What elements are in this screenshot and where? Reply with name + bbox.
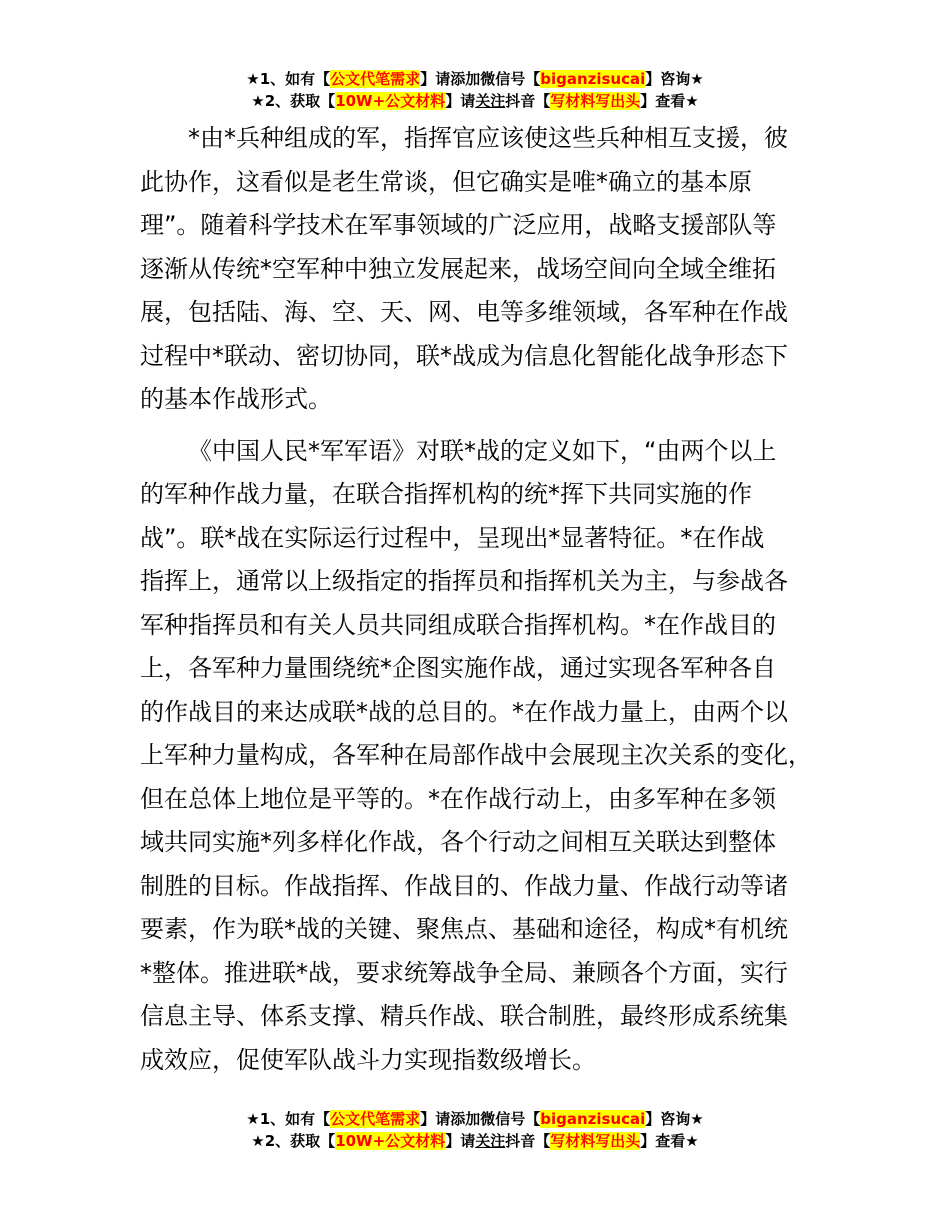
promo-line-1-prefix: ★1、如有【 — [246, 70, 331, 88]
paragraph-line: *由*兵种组成的军，指挥官应该使这些兵种相互支援，彼 — [188, 124, 788, 152]
paragraph-line: *整体。推进联*战，要求统筹战争全局、兼顾各个方面，实行 — [140, 958, 788, 987]
promo-line-2-suffix: 】查看★ — [640, 92, 699, 110]
promo-highlight-wechat-id: biganzisucai — [540, 1110, 646, 1128]
promo-highlight-douyin-account: 写材料写出头 — [550, 92, 641, 110]
paragraph-line: 军种指挥员和有关人员共同组成联合指挥机构。*在作战目的 — [140, 610, 776, 639]
promo-highlight-materials: 10W+公文材料 — [335, 92, 446, 110]
promo-header — [0, 68, 950, 112]
paragraph-line: 的军种作战力量，在联合指挥机构的统*挥下共同实施的作 — [140, 480, 752, 508]
paragraph-spacer — [140, 422, 835, 430]
promo-line-2-prefix: ★2、获取【 — [251, 1132, 336, 1150]
promo-highlight-ghostwriting: 公文代笔需求 — [330, 70, 421, 88]
paragraph-line: 的基本作战形式。 — [140, 385, 332, 413]
promo-line-2 — [0, 1130, 950, 1152]
paragraph-line: 逐渐从传统*空军种中独立发展起来，战场空间向全域全维拓 — [140, 254, 776, 283]
paragraph-line: 此协作，这看似是老生常谈，但它确实是唯*确立的基本原 — [140, 167, 752, 196]
promo-line-1 — [0, 68, 950, 90]
paragraph-line: 指挥上，通常以上级指定的指挥员和指挥机关为主，与参战各 — [140, 567, 788, 595]
paragraph-line: 成效应，促使军队战斗力实现指数级增长。 — [140, 1045, 596, 1074]
promo-line-2-mid2: 抖音【 — [505, 1132, 551, 1150]
paragraph-line: 要素，作为联*战的关键、聚焦点、基础和途径，构成*有机统 — [140, 915, 788, 943]
promo-highlight-ghostwriting: 公文代笔需求 — [330, 1110, 421, 1128]
paragraph-line: 过程中*联动、密切协同，联*战成为信息化智能化战争形态下 — [140, 341, 788, 370]
paragraph-line: 《中国人民*军军语》对联*战的定义如下，“由两个以上 — [188, 436, 777, 465]
promo-line-2-prefix: ★2、获取【 — [251, 92, 336, 110]
promo-line-2-suffix: 】查看★ — [640, 1132, 699, 1150]
paragraph-line: 制胜的目标。作战指挥、作战目的、作战力量、作战行动等诸 — [140, 871, 788, 900]
promo-highlight-materials: 10W+公文材料 — [335, 1132, 446, 1150]
document-body — [140, 117, 835, 1082]
promo-line-1-suffix: 】咨询★ — [645, 1110, 704, 1128]
promo-highlight-douyin-account: 写材料写出头 — [550, 1132, 641, 1150]
promo-line-2-mid: 】请 — [445, 1132, 476, 1150]
paragraph-line: 理”。随着科学技术在军事领域的广泛应用，战略支援部队等 — [140, 211, 777, 239]
paragraph-line: 上，各军种力量围绕统*企图实施作战，通过实现各军种各自 — [140, 654, 776, 682]
promo-line-2-mid: 】请 — [445, 92, 476, 110]
paragraph-line: 但在总体上地位是平等的。*在作战行动上，由多军种在多领 — [140, 784, 776, 813]
paragraph-line: 的作战目的来达成联*战的总目的。*在作战力量上，由两个以 — [140, 697, 788, 726]
paragraph-line: 展，包括陆、海、空、天、网、电等多维领域，各军种在作战 — [140, 298, 788, 326]
paragraph-line: 上军种力量构成，各军种在局部作战中会展现主次关系的变化， — [140, 741, 812, 769]
promo-line-1-mid: 】请添加微信号【 — [420, 70, 541, 88]
paragraph-line: 战”。联*战在实际运行过程中，呈现出*显著特征。*在作战 — [140, 523, 765, 552]
promo-line-2 — [0, 90, 950, 112]
promo-highlight-wechat-id: biganzisucai — [540, 70, 646, 88]
paragraph-2 — [140, 430, 835, 1083]
promo-follow-underlined: 关注 — [475, 1132, 506, 1150]
promo-line-1 — [0, 1108, 950, 1130]
paragraph-1 — [140, 117, 835, 422]
paragraph-line: 信息主导、体系支撑、精兵作战、联合制胜，最终形成系统集 — [140, 1002, 788, 1030]
promo-line-2-mid2: 抖音【 — [505, 92, 551, 110]
paragraph-line: 域共同实施*列多样化作战，各个行动之间相互关联达到整体 — [140, 828, 776, 856]
promo-line-1-prefix: ★1、如有【 — [246, 1110, 331, 1128]
promo-footer — [0, 1108, 950, 1152]
promo-follow-underlined: 关注 — [475, 92, 506, 110]
promo-line-1-mid: 】请添加微信号【 — [420, 1110, 541, 1128]
promo-line-1-suffix: 】咨询★ — [645, 70, 704, 88]
